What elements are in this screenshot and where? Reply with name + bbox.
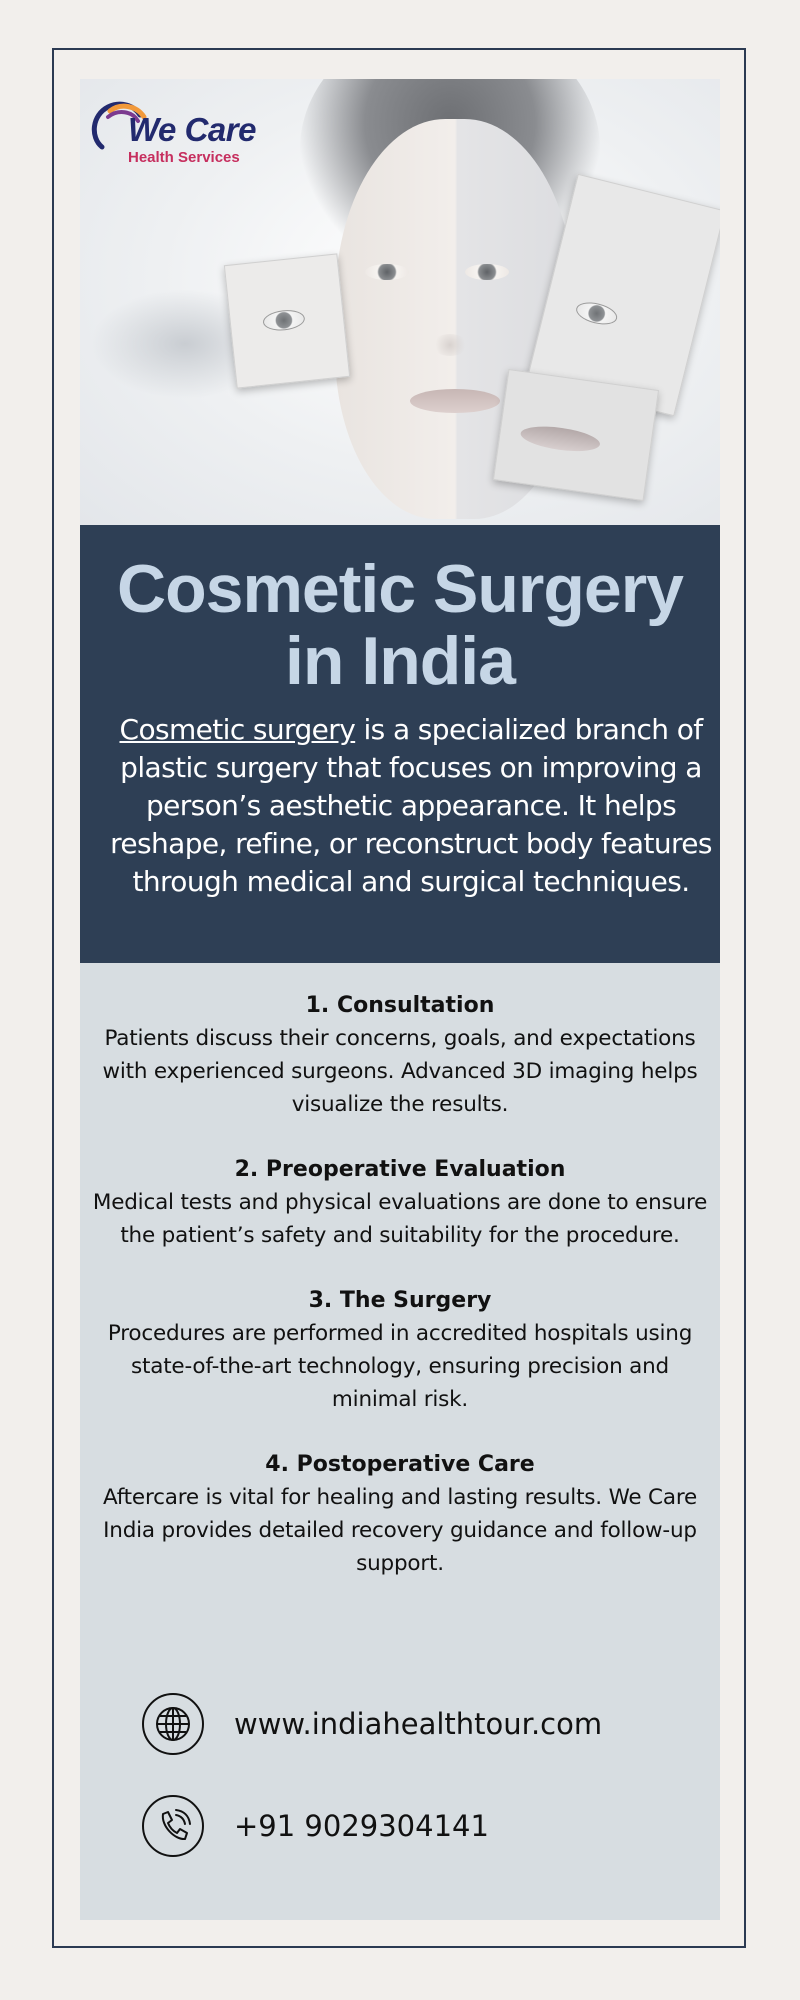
step-body: Medical tests and physical evaluations are done to ensure the patient’s safety and suitability for the procedure. bbox=[92, 1190, 708, 1248]
intro-text bbox=[110, 711, 712, 901]
website-link[interactable]: www.indiahealthtour.com bbox=[234, 1707, 603, 1741]
step-the-surgery bbox=[80, 1284, 720, 1416]
step-preoperative-evaluation bbox=[80, 1153, 720, 1252]
step-title: 4. Postoperative Care bbox=[265, 1452, 535, 1477]
step-body: Aftercare is vital for healing and lasting results. We Care India provides detailed recovery guidance and follow-up support. bbox=[102, 1485, 698, 1576]
logo-subtitle: Health Services bbox=[128, 149, 240, 166]
step-body: Patients discuss their concerns, goals, and expectations with experienced surgeons. Advanced 3D imaging helps visualize the results. bbox=[102, 1026, 698, 1117]
intro-panel bbox=[80, 525, 720, 963]
step-title: 3. The Surgery bbox=[308, 1288, 492, 1313]
phone-icon bbox=[142, 1795, 204, 1857]
contact-phone[interactable] bbox=[142, 1795, 702, 1861]
steps-list bbox=[80, 989, 720, 1612]
step-title: 2. Preoperative Evaluation bbox=[234, 1157, 566, 1182]
phone-number[interactable]: +91 9029304141 bbox=[234, 1809, 489, 1843]
cosmetic-surgery-link[interactable]: Cosmetic surgery bbox=[119, 713, 356, 746]
mouth-tile bbox=[493, 369, 659, 501]
step-postoperative-care bbox=[80, 1448, 720, 1580]
logo-title: We Care bbox=[128, 111, 256, 148]
eye-tile-left bbox=[224, 253, 350, 388]
intro-body: is a specialized branch of plastic surgery that focuses on improving a person’s aesthetic appearance. It helps reshape, refine, or reconstruct body features through medical and surgical techniques. bbox=[110, 713, 712, 898]
step-title: 1. Consultation bbox=[305, 993, 495, 1018]
page-title: Cosmetic Surgery in India bbox=[117, 551, 683, 699]
step-consultation bbox=[80, 989, 720, 1121]
step-body: Procedures are performed in accredited hospitals using state-of-the-art technology, ensuring precision and minimal risk. bbox=[107, 1321, 693, 1412]
hero-image bbox=[80, 79, 720, 525]
we-care-logo bbox=[88, 93, 288, 171]
globe-icon bbox=[142, 1693, 204, 1755]
contact-website[interactable] bbox=[142, 1693, 702, 1759]
flyer-card bbox=[80, 79, 720, 1920]
